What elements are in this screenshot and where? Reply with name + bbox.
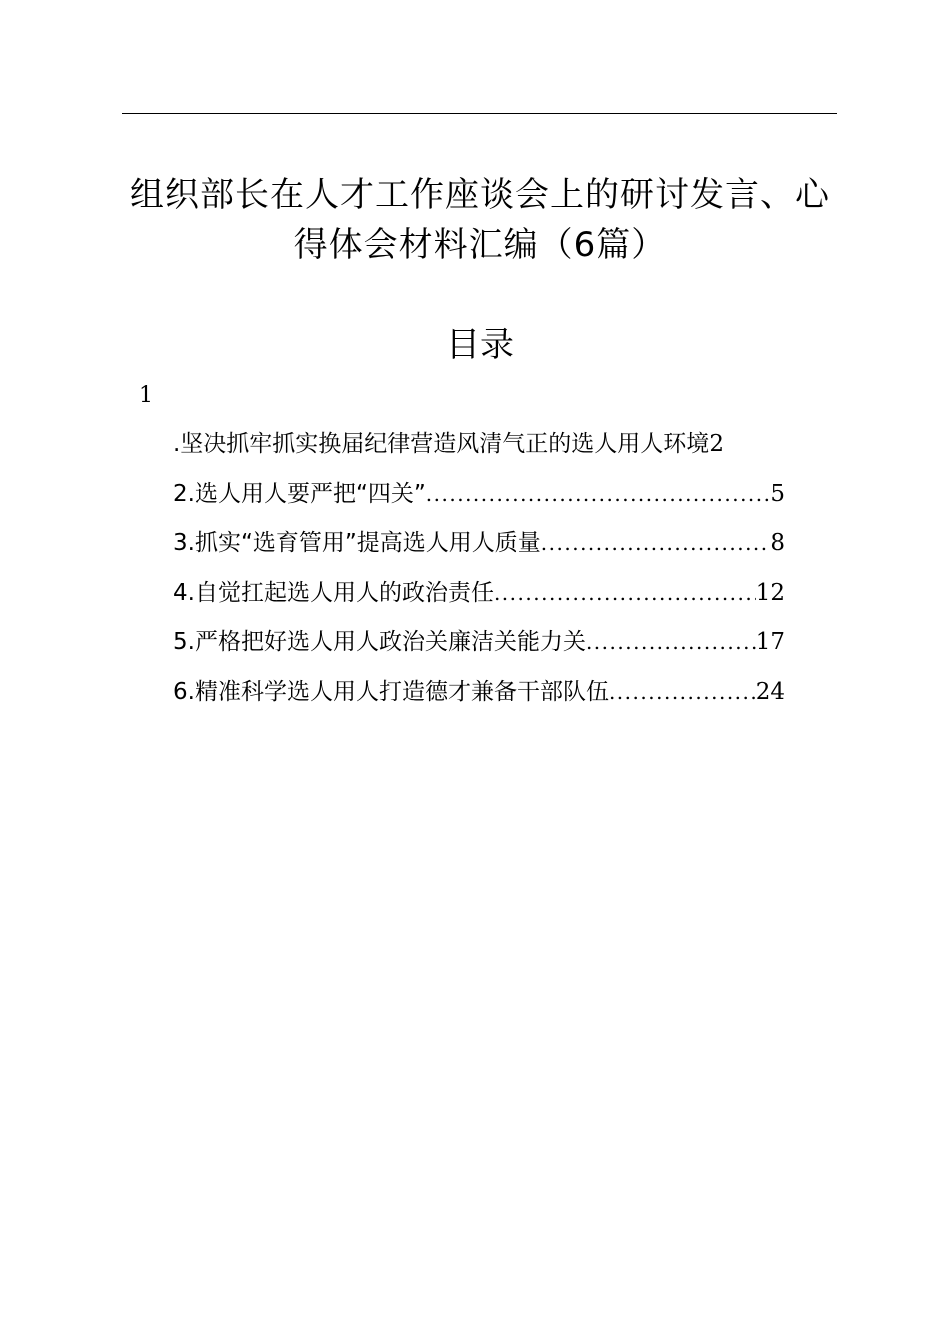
toc-entry-page: 24 (755, 678, 785, 705)
toc-entry-1[interactable] (173, 420, 785, 470)
toc-entry-title: .坚决抓牢抓实换届纪律营造风清气正的选人用人环境 (173, 431, 710, 457)
toc-dot-leader (586, 618, 756, 668)
toc-entry-page: 8 (770, 530, 785, 557)
document-title-line-1: 组织部长在人才工作座谈会上的研讨发言、心 (130, 175, 830, 215)
table-of-contents (173, 420, 785, 718)
document-title-line-2: 得体会材料汇编（6篇） (293, 225, 667, 265)
toc-entry-title: 4.自觉扛起选人用人的政治责任 (173, 579, 494, 606)
toc-entry-title: 6.精准科学选人用人打造德才兼备干部队伍 (173, 678, 609, 705)
toc-stray-number: 1 (139, 383, 153, 408)
toc-entry-page: 12 (755, 579, 785, 606)
toc-entry-page: 2 (709, 431, 724, 457)
toc-entry-3[interactable] (173, 519, 785, 569)
document-title (100, 170, 860, 270)
toc-entry-4[interactable] (173, 569, 785, 619)
toc-dot-leader (609, 668, 756, 718)
toc-entry-6[interactable] (173, 668, 785, 718)
toc-dot-leader (541, 519, 771, 569)
toc-entry-2[interactable] (173, 470, 785, 520)
toc-entry-page: 17 (755, 629, 785, 656)
toc-entry-title: 2.选人用人要严把“四关” (173, 480, 426, 507)
toc-heading: 目录 (446, 325, 514, 365)
toc-entry-title: 5.严格把好选人用人政治关廉洁关能力关 (173, 629, 586, 656)
toc-entry-page: 5 (770, 480, 785, 507)
header-divider (122, 113, 837, 114)
toc-entry-5[interactable] (173, 618, 785, 668)
toc-dot-leader (494, 569, 756, 619)
toc-entry-title: 3.抓实“选育管用”提高选人用人质量 (173, 530, 541, 557)
toc-dot-leader (426, 470, 771, 520)
